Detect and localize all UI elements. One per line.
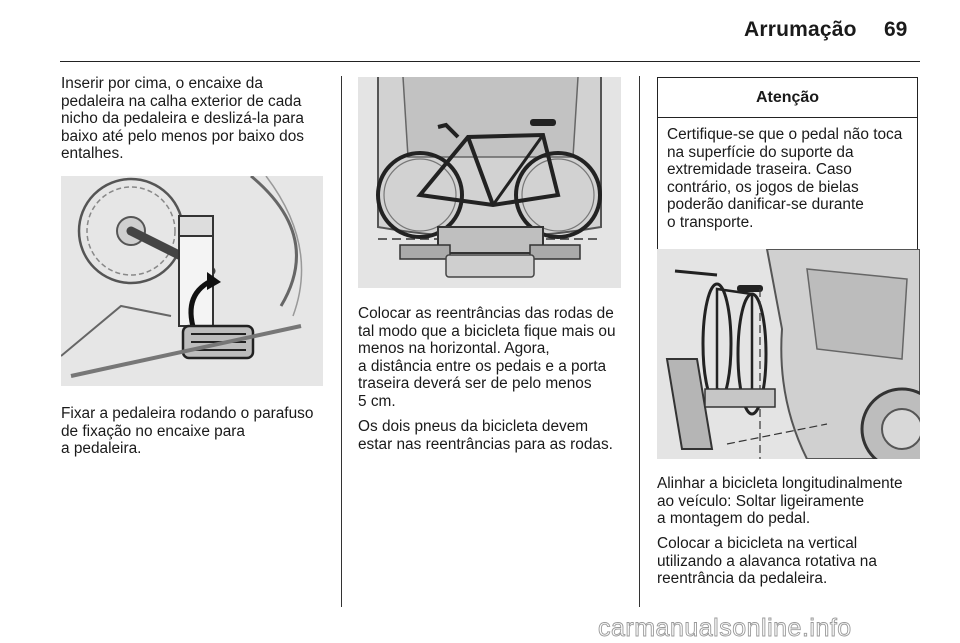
bike-on-carrier-rear-illustration bbox=[358, 77, 621, 288]
right-paragraph-2: Colocar a bicicleta na vertical utilizando a alavanca rotativa na reentrância da pedaleira. bbox=[657, 535, 877, 588]
warning-heading: Atenção bbox=[658, 78, 917, 118]
warning-box bbox=[657, 77, 918, 265]
bike-side-view-drawing bbox=[657, 249, 920, 459]
right-paragraph-1: Alinhar a bicicleta longitudinalmente ao veículo: Soltar ligeiramente a montagem do pedal. bbox=[657, 475, 903, 528]
warning-body: Certifique-se que o pedal não toca na superfície do suporte da extremidade traseira. Caso contrário, os jogos de bielas poderão danificar-se durante o transporte. bbox=[667, 126, 903, 231]
pedal-mount-drawing bbox=[61, 176, 323, 386]
site-watermark: carmanualsonline.info bbox=[598, 614, 852, 642]
column-divider-left bbox=[341, 76, 342, 607]
middle-paragraph-1: Colocar as reentrâncias das rodas de tal modo que a bicicleta fique mais ou menos na horizontal. Agora, a distância entre os pedais e a porta traseira deverá ser de pelo menos 5 cm. bbox=[358, 305, 616, 410]
column-divider-right bbox=[639, 76, 640, 607]
header-divider bbox=[60, 61, 920, 62]
bike-on-carrier-side-illustration bbox=[657, 249, 920, 459]
left-paragraph-1: Inserir por cima, o encaixe da pedaleira na calha exterior de cada nicho da pedaleira e deslizá-la para baixo até pelo menos por baixo dos entalhes. bbox=[61, 75, 304, 163]
middle-paragraph-2: Os dois pneus da bicicleta devem estar nas reentrâncias para as rodas. bbox=[358, 418, 613, 453]
left-paragraph-2: Fixar a pedaleira rodando o parafuso de fixação no encaixe para a pedaleira. bbox=[61, 405, 314, 458]
page-number: 69 bbox=[884, 18, 908, 41]
page-title: Arrumação bbox=[744, 18, 857, 41]
pedal-mount-illustration bbox=[61, 176, 323, 386]
bike-rear-view-drawing bbox=[358, 77, 621, 288]
